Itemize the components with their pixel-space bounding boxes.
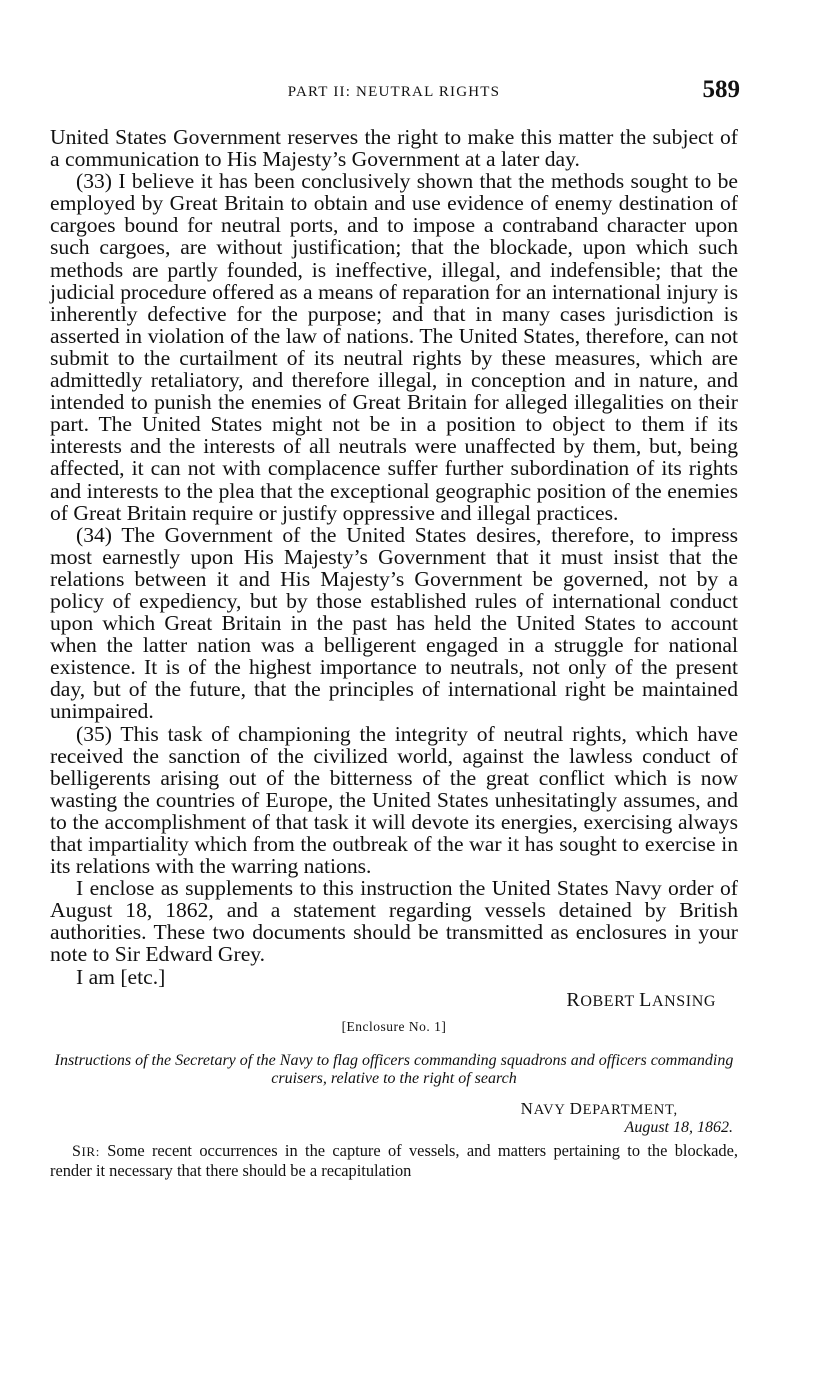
page-number: 589 xyxy=(702,76,740,103)
salutation-initial: S xyxy=(72,1142,82,1160)
signature-rest-1: OBERT xyxy=(580,992,640,1010)
signature-initial-r: R xyxy=(566,988,581,1011)
navy-department-heading xyxy=(50,1100,738,1119)
letter-date: August 18, 1862. xyxy=(624,1118,733,1136)
dept-rest-1: AVY xyxy=(533,1101,570,1118)
dept-rest-2: EPARTMENT, xyxy=(582,1101,678,1118)
signature-rest-2: ANSING xyxy=(651,992,716,1010)
dept-initial-n: N xyxy=(520,1098,534,1118)
enclosure-opening-paragraph xyxy=(50,1141,738,1180)
salutation xyxy=(72,1144,100,1159)
enclosure-label: [Enclosure No. 1] xyxy=(341,1018,447,1034)
opening-text: Some recent occurrences in the capture of vessels, and matters pertaining to the blockade, render it necessary that there should be a recapitulation xyxy=(50,1140,738,1180)
paragraph-closing: I am [etc.] xyxy=(76,964,166,989)
salutation-rest: IR: xyxy=(81,1143,100,1159)
main-text xyxy=(50,126,738,1180)
paragraph-33: (33) I believe it has been conclusively shown that the methods sought to be employed by Great Britain to obtain and use evidence of enemy destination of cargoes bound for neutral ports, and to impose a contraband character upon such cargoes, are without justification; that the blockade, upon which such methods are partly founded, is ineffective, illegal, and indefensible; that the judicial procedure offered as a means of reparation for an international injury is inherently defective for the purpose; and that in many cases jurisdiction is asserted in violation of the law of nations. The United States, therefore, can not submit to the curtailment of its neutral rights by these measures, which are admittedly retaliatory, and therefore illegal, in conception and in nature, and intended to punish the enemies of Great Britain for alleged illegalities on their part. The United States might not be in a position to object to them if its interests and the interests of all neutrals were unaffected by them, but, being affected, it can not with complacence suffer further subordination of its rights and interests to the plea that the exceptional geographic position of the enemies of Great Britain require or justify oppressive and illegal practices. xyxy=(50,169,738,525)
enclosure-caption: Instructions of the Secretary of the Navy to flag officers commanding squadrons and officers commanding cruisers, relative to the right of search xyxy=(54,1051,734,1087)
paragraph-enclosures: I enclose as supplements to this instruction the United States Navy order of August 18, 1862, and a statement regarding vessels detained by British authorities. These two documents should be transmitted as enclosures in your note to Sir Edward Grey. xyxy=(50,876,738,967)
paragraph-34: (34) The Government of the United States desires, therefore, to impress most earnestly upon His Majesty’s Government that it must insist that the relations between it and His Majesty’s Government be governed, not by a policy of expediency, but by those established rules of international conduct upon which Great Britain in the past has held the United States to account when the latter nation was a belligerent engaged in a struggle for national existence. It is of the highest importance to neutrals, not only of the present day, but of the future, that the principles of international right be maintained unimpaired. xyxy=(50,522,738,724)
running-header xyxy=(48,76,740,108)
paragraph-continuation: United States Government reserves the right to make this matter the subject of a communication to His Majesty’s Government at a later day. xyxy=(50,125,738,172)
paragraph-35: (35) This task of championing the integrity of neutral rights, which have received the sanction of the civilized world, against the lawless conduct of belligerents arising out of the bitterness of the great conflict which is now wasting the countries of Europe, the United States unhesitatingly assumes, and to the accomplishment of that task it will devote its energies, exercising always that impartiality which from the outbreak of the war it has sought to exercise in its relations with the warring nations. xyxy=(50,721,738,879)
running-title: PART II: NEUTRAL RIGHTS xyxy=(287,84,501,100)
signature-robert-lansing xyxy=(50,989,738,1013)
dept-initial-d: D xyxy=(569,1098,583,1118)
signature-initial-l: L xyxy=(639,988,652,1011)
